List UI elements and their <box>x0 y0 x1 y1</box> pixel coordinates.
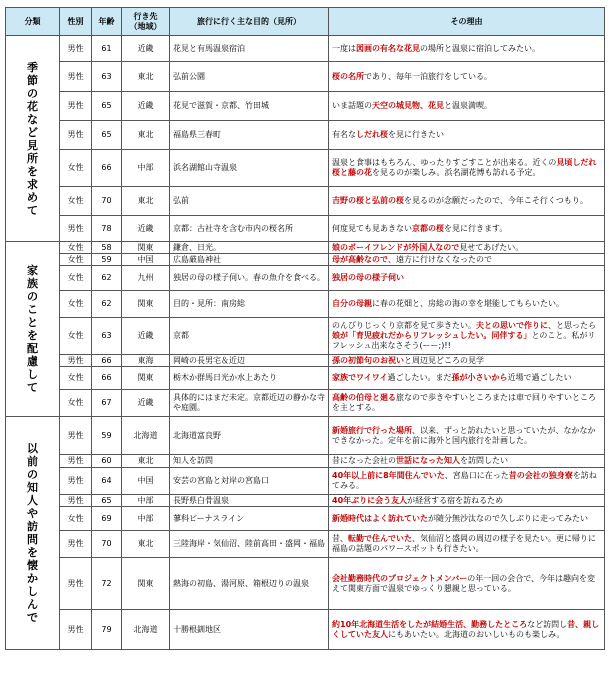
reason-text: であり、毎年一泊旅行をしている。 <box>364 71 492 81</box>
reason-cell <box>329 62 605 92</box>
survey-table-container <box>5 7 604 650</box>
age-cell: 70 <box>92 531 122 558</box>
category-char: で <box>27 611 38 624</box>
purpose-cell: 長野県白骨温泉 <box>170 495 329 507</box>
purpose-cell: 目的・見所：南房総 <box>170 291 329 318</box>
destination-cell: 中部 <box>122 495 170 507</box>
destination-cell: 中国 <box>122 468 170 495</box>
reason-text: が随分無沙汰なので久しぶりに走ってみたい <box>428 513 588 523</box>
purpose-cell: 福島県三春町 <box>170 121 329 150</box>
purpose-cell: 岡崎の長男宅＆近辺 <box>170 355 329 367</box>
reason-highlight: 娘が「育児疲れだからリフレッシュしたい。同伴する」 <box>332 331 532 340</box>
header-row <box>6 8 605 36</box>
reason-text: 旅なので歩きやすいところまたは車で回りやすいところを主とする。 <box>332 393 596 412</box>
destination-cell: 中部 <box>122 507 170 531</box>
reason-cell <box>329 36 605 62</box>
reason-text: と温泉満喫。 <box>444 101 492 110</box>
category-char: 節 <box>27 73 38 87</box>
category-char: 季 <box>27 60 38 74</box>
category-char: め <box>27 190 38 204</box>
reason-text: 温泉と食事はもちろん、ゆったりすごすことが出来る。近くの <box>332 158 557 167</box>
travel-survey-table <box>5 7 605 650</box>
reason-text: に春の花畑と、房総の海の幸を堪能してもらいたい。 <box>372 299 564 308</box>
category-char: て <box>27 203 38 217</box>
reason-cell <box>329 558 605 610</box>
reason-cell <box>329 291 605 318</box>
reason-cell <box>329 468 605 495</box>
gender-cell: 女性 <box>60 242 92 254</box>
category-char: こ <box>27 303 38 316</box>
table-row <box>6 355 605 367</box>
reason-text: 有名な <box>332 130 356 139</box>
category-char: ど <box>27 125 38 139</box>
table-row <box>6 187 605 216</box>
reason-text: など訪問し <box>527 619 568 629</box>
age-cell: 70 <box>92 187 122 216</box>
age-cell: 65 <box>92 121 122 150</box>
destination-cell: 北海道 <box>122 417 170 455</box>
gender-cell: 女性 <box>60 390 92 417</box>
table-row <box>6 242 605 254</box>
reason-highlight: 孫が小さいから <box>451 373 508 382</box>
purpose-cell: 具体的にはまだ未定。京都近辺の静かな寺や庭園。 <box>170 390 329 417</box>
destination-cell: 東海 <box>122 355 170 367</box>
age-cell: 72 <box>92 558 122 610</box>
reason-highlight: 新婚旅行で行った場所 <box>332 425 412 435</box>
reason-highlight: 会社勤務時代のプロジェクトメンバー <box>332 573 468 583</box>
table-row <box>6 558 605 610</box>
category-char: 求 <box>27 177 38 191</box>
reason-text: と周辺見どころの見学 <box>404 355 484 365</box>
reason-text: を見に行きたい <box>388 130 444 139</box>
reason-text: 見せてあげたい。 <box>459 242 524 252</box>
destination-cell: 関東 <box>122 558 170 610</box>
category-char: か <box>27 572 38 585</box>
destination-cell: 東北 <box>122 62 170 92</box>
gender-cell: 男性 <box>60 495 92 507</box>
category-char: 見 <box>27 138 38 152</box>
reason-highlight: 桜の名所 <box>332 71 364 81</box>
reason-cell <box>329 187 605 216</box>
reason-highlight: 天空の城見物、花見 <box>372 101 444 110</box>
category-char: 慮 <box>27 355 38 368</box>
reason-highlight: 孫の初節句のお祝い <box>332 355 404 365</box>
gender-cell: 女性 <box>60 187 92 216</box>
age-cell: 63 <box>92 318 122 355</box>
category-char: 所 <box>27 151 38 165</box>
destination-cell: 関東 <box>122 367 170 390</box>
purpose-cell: 蓼科ビーナスライン <box>170 507 329 531</box>
destination-cell: 東北 <box>122 121 170 150</box>
table-row <box>6 417 605 455</box>
table-row <box>6 291 605 318</box>
reason-cell <box>329 531 605 558</box>
gender-cell: 男性 <box>60 455 92 468</box>
category-char: や <box>27 507 38 520</box>
category-char: 訪 <box>27 520 38 533</box>
reason-text: 、気仙沼と盛岡の周辺の様子を見たい。更に帰りに福島の話題のパワースポットも行きたい。 <box>332 534 596 553</box>
purpose-cell: 弘前 <box>170 187 329 216</box>
gender-cell: 男性 <box>60 121 92 150</box>
reason-highlight: 昔、親しくしていた友人 <box>332 619 600 639</box>
reason-highlight: しだれ桜 <box>356 130 388 139</box>
reason-text: を見に行きます。 <box>444 223 508 233</box>
reason-cell <box>329 216 605 242</box>
destination-cell: 中国 <box>122 254 170 266</box>
reason-highlight: 約10年北海道生活をしたが結婚生活、勤務したところ <box>332 619 528 629</box>
destination-cell: 近畿 <box>122 36 170 62</box>
reason-highlight: 自分の母親 <box>332 299 372 308</box>
reason-cell <box>329 495 605 507</box>
category-char: の <box>27 86 38 100</box>
reason-text: を見るのが念願だったので、今年こそ行くつもり。 <box>404 196 588 205</box>
age-cell: 62 <box>92 266 122 291</box>
gender-cell: 男性 <box>60 417 92 455</box>
reason-cell <box>329 390 605 417</box>
reason-cell <box>329 254 605 266</box>
gender-cell: 女性 <box>60 318 92 355</box>
category-char: て <box>27 381 38 394</box>
reason-text: を訪問したい <box>460 456 508 465</box>
reason-highlight: 見頃しだれ桜と藤の花 <box>332 158 597 177</box>
table-row <box>6 36 605 62</box>
reason-text: 昔、 <box>332 534 348 543</box>
category-char: を <box>27 546 38 559</box>
age-cell: 59 <box>92 254 122 266</box>
header-destination <box>122 8 170 36</box>
table-row <box>6 92 605 121</box>
category-char: 配 <box>27 342 38 355</box>
reason-cell <box>329 355 605 367</box>
reason-cell <box>329 150 605 187</box>
category-char: の <box>27 468 38 481</box>
destination-cell: 近畿 <box>122 92 170 121</box>
age-cell: 60 <box>92 455 122 468</box>
reason-text: 昔になった会社の <box>332 456 396 465</box>
age-cell: 61 <box>92 36 122 62</box>
reason-highlight: 吉野の桜と弘前の桜 <box>332 196 404 205</box>
destination-cell: 中部 <box>122 150 170 187</box>
purpose-cell: 独居の母の様子伺い。春の魚介を食べる。 <box>170 266 329 291</box>
age-cell: 67 <box>92 390 122 417</box>
reason-highlight: 高齢の伯母と廻る <box>332 393 396 402</box>
reason-cell <box>329 367 605 390</box>
purpose-cell: 花見で滋賀・京都、竹田城 <box>170 92 329 121</box>
reason-cell <box>329 507 605 531</box>
reason-highlight: 昔の会社の独身寮 <box>508 471 573 480</box>
reason-cell <box>329 242 605 254</box>
header-reason: その理由 <box>329 8 605 36</box>
category-char: し <box>27 368 38 381</box>
gender-cell: 男性 <box>60 355 92 367</box>
destination-cell: 東北 <box>122 187 170 216</box>
table-row <box>6 507 605 531</box>
reason-highlight: 母が高齢なので <box>332 254 388 264</box>
reason-text: のんびりじっくり京都を見て歩きたい。 <box>332 321 476 330</box>
age-cell: 64 <box>92 468 122 495</box>
table-row <box>6 610 605 650</box>
reason-highlight: 夫との思いで作りに <box>476 321 548 330</box>
destination-cell: 関東 <box>122 242 170 254</box>
reason-cell <box>329 318 605 355</box>
table-row <box>6 455 605 468</box>
age-cell: 78 <box>92 216 122 242</box>
header-category: 分類 <box>6 8 60 36</box>
purpose-cell: 広島厳島神社 <box>170 254 329 266</box>
reason-highlight: 転勤で住んでいた <box>348 534 412 543</box>
reason-text: が経営する宿を訪ねるため <box>407 495 504 505</box>
age-cell: 66 <box>92 367 122 390</box>
reason-highlight: 京都の桜 <box>412 223 444 233</box>
destination-cell: 近畿 <box>122 318 170 355</box>
gender-cell: 男性 <box>60 531 92 558</box>
reason-text: 近場で過ごしたい <box>507 373 572 382</box>
reason-text: 過ごしたい。まだ <box>387 373 452 382</box>
category-char: 家 <box>27 264 38 277</box>
reason-text: とのこと。私がリフレッシュ出来なさそう(ーー;)!! <box>332 331 596 350</box>
gender-cell: 男性 <box>60 216 92 242</box>
gender-cell: 男性 <box>60 62 92 92</box>
purpose-cell: 知人を訪問 <box>170 455 329 468</box>
table-row <box>6 62 605 92</box>
reason-text: 何度見ても見あきない <box>332 223 412 233</box>
reason-highlight: 40年ぶりに会う友人 <box>332 495 408 505</box>
table-row <box>6 318 605 355</box>
purpose-cell: 三陸海岸・気仙沼、陸前高田・盛岡・福島 <box>170 531 329 558</box>
reason-highlight: 図画の有名な花見 <box>356 43 420 53</box>
reason-text: にもあいたい。北海道のおいしいものも楽しみ。 <box>388 629 565 639</box>
table-row <box>6 531 605 558</box>
table-row <box>6 121 605 150</box>
header-age: 年齢 <box>92 8 122 36</box>
header-destination-line1: 行き先 <box>133 11 158 21</box>
reason-highlight: 独居の母の様子伺い <box>332 273 404 282</box>
reason-text: 、宮島口に在った <box>444 471 509 480</box>
gender-cell: 女性 <box>60 266 92 291</box>
table-row <box>6 495 605 507</box>
destination-cell: 九州 <box>122 266 170 291</box>
gender-cell: 男性 <box>60 558 92 610</box>
category-char: 族 <box>27 277 38 290</box>
reason-text: 一度は <box>332 43 356 53</box>
purpose-cell: 北海道富良野 <box>170 417 329 455</box>
reason-text: 、以来、ずっと訪れたいと思っていたが、なかなかできなかった。定年を前に海外と国内旅行を計画した。 <box>332 425 596 445</box>
age-cell: 65 <box>92 92 122 121</box>
gender-cell: 男性 <box>60 610 92 650</box>
destination-cell: 近畿 <box>122 216 170 242</box>
gender-cell: 女性 <box>60 291 92 318</box>
age-cell: 58 <box>92 242 122 254</box>
age-cell: 59 <box>92 417 122 455</box>
age-cell: 65 <box>92 495 122 507</box>
category-char: の <box>27 290 38 303</box>
table-row <box>6 266 605 291</box>
purpose-cell: 十勝根釧地区 <box>170 610 329 650</box>
table-row <box>6 216 605 242</box>
reason-highlight: 娘のボーイフレンドが外国人なので <box>332 242 460 252</box>
header-gender: 性別 <box>60 8 92 36</box>
destination-cell: 東北 <box>122 531 170 558</box>
gender-cell: 男性 <box>60 36 92 62</box>
purpose-cell: 弘前公園 <box>170 62 329 92</box>
age-cell: 66 <box>92 355 122 367</box>
reason-text: を見るのが楽しみ。浜名湖花博も訪れる予定。 <box>372 168 541 177</box>
table-row <box>6 390 605 417</box>
category-char: な <box>27 112 38 126</box>
category-char: を <box>27 329 38 342</box>
category-char: を <box>27 164 38 178</box>
category-char: ん <box>27 598 38 611</box>
category-char: 前 <box>27 455 38 468</box>
category-char: と <box>27 316 38 329</box>
category-cell <box>6 36 60 242</box>
destination-cell: 東北 <box>122 455 170 468</box>
gender-cell: 女性 <box>60 367 92 390</box>
reason-highlight: 40年以上前に8年間住んでいた <box>332 471 445 480</box>
table-row <box>6 468 605 495</box>
gender-cell: 女性 <box>60 507 92 531</box>
table-body <box>6 36 605 650</box>
category-cell <box>6 417 60 650</box>
reason-cell <box>329 455 605 468</box>
age-cell: 62 <box>92 291 122 318</box>
purpose-cell: 京都 <box>170 318 329 355</box>
category-cell <box>6 242 60 417</box>
category-char: し <box>27 585 38 598</box>
gender-cell: 男性 <box>60 468 92 495</box>
reason-cell <box>329 92 605 121</box>
reason-cell <box>329 417 605 455</box>
reason-text: いま話題の <box>332 101 372 110</box>
reason-cell <box>329 121 605 150</box>
reason-text: の年一回の会合で、今年は趣向を変えて関東方面で温泉でゆっくり懇親と思っている。 <box>332 573 596 593</box>
destination-cell: 関東 <box>122 291 170 318</box>
table-row <box>6 367 605 390</box>
age-cell: 69 <box>92 507 122 531</box>
category-char: 以 <box>27 442 38 455</box>
purpose-cell: 熱海の初島、湯河原、箱根辺りの温泉 <box>170 558 329 610</box>
purpose-cell: 浜名湖館山寺温泉 <box>170 150 329 187</box>
purpose-cell: 京都：古社寺を含む市内の桜名所 <box>170 216 329 242</box>
reason-text: の場所と温泉に宿泊してみたい。 <box>420 43 540 53</box>
header-destination-line2: （地域） <box>129 21 162 31</box>
reason-cell <box>329 610 605 650</box>
gender-cell: 男性 <box>60 92 92 121</box>
reason-text: 、遠方に行けなくなったので <box>388 254 492 264</box>
reason-highlight: 新婚時代はよく訪れていた <box>332 513 428 523</box>
category-char: 人 <box>27 494 38 507</box>
header-purpose: 旅行に行く主な目的（見所） <box>170 8 329 36</box>
category-char: 花 <box>27 99 38 113</box>
reason-text: 、と思ったら <box>548 321 596 330</box>
purpose-cell: 花見と有馬温泉宿泊 <box>170 36 329 62</box>
reason-text: を訪ねてみる。 <box>332 471 597 490</box>
category-char: 知 <box>27 481 38 494</box>
purpose-cell: 鎌倉、日光。 <box>170 242 329 254</box>
purpose-cell: 栃木か群馬日光か水上あたり <box>170 367 329 390</box>
table-row <box>6 254 605 266</box>
gender-cell: 女性 <box>60 150 92 187</box>
gender-cell: 女性 <box>60 254 92 266</box>
age-cell: 79 <box>92 610 122 650</box>
destination-cell: 北海道 <box>122 610 170 650</box>
purpose-cell: 安芸の宮島と対岸の宮島口 <box>170 468 329 495</box>
reason-cell <box>329 266 605 291</box>
destination-cell: 近畿 <box>122 390 170 417</box>
reason-highlight: 家族でワイワイ <box>332 373 388 382</box>
reason-highlight: 世話になった知人 <box>396 456 460 465</box>
age-cell: 63 <box>92 62 122 92</box>
category-char: 問 <box>27 533 38 546</box>
category-char: 懐 <box>27 559 38 572</box>
table-row <box>6 150 605 187</box>
age-cell: 66 <box>92 150 122 187</box>
